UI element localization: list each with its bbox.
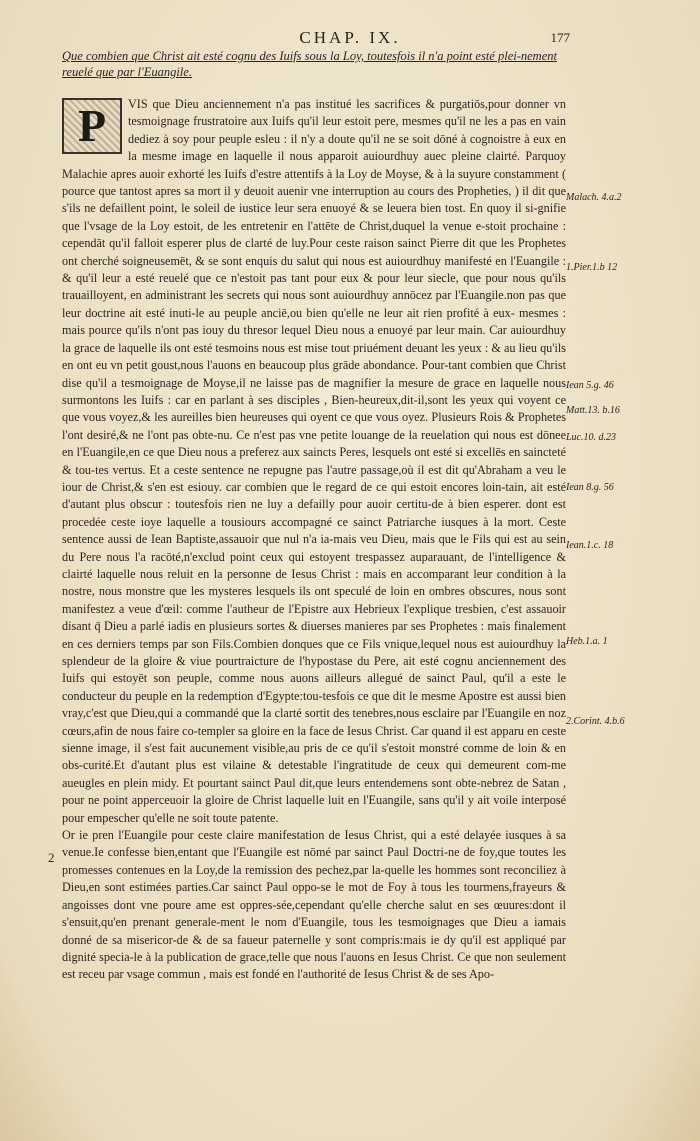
chapter-heading: Que combien que Christ ait esté cognu des Iuifs sous la Loy, toutesfois il n'a point esté plei-nement reuelé que par l'Euangile. [62,49,557,79]
margin-note: 2.Corint. 4.b.6 [566,716,625,727]
paragraph-2: Or ie pren l'Euangile pour ceste claire manifestation de Iesus Christ, qui a esté delayée iusques à sa venue.Ie confesse bien,entant que l'Euangile est nōmé par sainct Paul Doctri-ne de foy,que toutes les promesses contenues en la Loy,de la remission des pechez,par la-quelle les hommes sont reconciliez à Dieu,en sont estimées parties.Car sainct Paul oppo-se le mot de Foy à tous les tourmens,frayeurs & angoisses dont vne poure ame est oppres-sée,cependant qu'elle cherche salut en ses œuures:dont il s'ensuit,qu'en prenant generale-ment le nom d'Euangile, tous les tesmoignages que Dieu a iamais donné de sa misericor-de & de sa faueur paternelle y sont compris:mais ie dy qu'il est appliqué par dignité specia-le à la publication de grace,telle que nous l'auons en Iesus Christ. Ce que non seulement est receu par vsage commun , mais est fondé en l'authorité de Iesus Christ & de ses Apo- [62,828,566,982]
paragraph-1: VIS que Dieu anciennement n'a pas institué les sacrifices & purgatiōs,pour donner vn tesmoignage frustratoire aux Iuifs qu'il leur estoit pere, mesmes qu'il ne les a pas en vain dediez à soy pour peuple esleu : il n'y a doute qu'il ne se soit dōné à cognoistre à eux en la mesme image en laquelle il nous apparoit auiourdhuy auec pleine clairté. Parquoy Malachie apres auoir exhorté les Iuifs d'estre attentifs à la Loy de Moyse, & à la suyure constamment ( pource que tantost apres sa mort il y deuoit auenir vne interruption au cours des Propheties, ) il dit que s'ils ne defaillent point, le soleil de iustice leur sera enuoyé & se leuera bien tost. En quoy il si-gnifie que l'vsage de la Loy estoit, de les entretenir en l'attēte de Christ,duquel la venue e-stoit prochaine : cependāt qu'il falloit esperer plus de clarté de luy.Pour ceste raison sainct Pierre dit que les Prophetes ont cherché soigneusemēt, & se sont enquis du salut qui nous est auiourdhuy manifesté en l'Euangile : & qu'il leur a esté reuelé que ce n'estoit pas tant pour eux & pour leur siecle, que pour nous qu'ils trauailloyent, en administrant les secrets qui nous sont auiourdhuy annōcez par l'Euangile.non pas que leur doctrine ait esté inuti-le au peuple anciē,ou bien qu'elle ne leur ait rien profité à eux- mesmes : mais pource qu'ils n'ont pas iouy du thresor lequel Dieu nous a enuoyé par leur main. Car auiourdhuy la grace de laquelle ils ont esté tesmoins nous est mise tout priuément deuant les yeux : & au lieu qu'ils en ont eu vn petit goust,nous l'auons en beaucoup plus grāde abondance. Pour-tant combien que Christ dise qu'il a tesmoignage de Moyse,il ne laisse pas de magnifier la mesure de grace en laquelle nous surmontons les Iuifs : car en parlant à ses disciples , Bien-heureux,dit-il,sont les yeux qui voyent ce que vous voyez,& les aureilles bien heureuses qui oyent ce que vous oyez. Plusieurs Rois & Prophetes l'ont desiré,& ne l'ont pas obte-nu. Ce n'est pas vne petite louange de la reuelation qui nous est dōnee en l'Euangile,en ce que Dieu nous a preferez aux saincts Peres, lesquels ont esté si excellēs en saincteté & tou-tes vertus. Et a ceste sentence ne repugne pas l'autre passage,où il est dit qu'Abraham a veu le iour de Christ,& s'en est esiouy. car combien que le regard de ce qui estoit encores loin-tain, ait esté d'autant plus obscur : toutesfois rien ne luy a defailly pour auoir certitu-de à bien esperer. dont est procedée ceste ioye laquelle a tousiours accompagné ce sainct Patriarche iusques à la mort. Ceste sentence aussi de Iean Baptiste,assauoir que nul n'a ia-mais veu Dieu, mais que le Fils qui est au sein du Pere nous l'a racōté,n'exclud point ceux qui estoyent trespassez auparauant, de l'intelligence & clairté laquelle nous reluit en la personne de Iesus Christ : mais en accomparant leur condition à la nostre, nous monstre que les mysteres lesquels ils ont speculé de loin en ombres obscures, nous sont manifestez a veue d'œil: comme l'autheur de l'Epistre aux Hebrieux l'explique tresbien, c'est assauoir disant q̄ Dieu a parlé iadis en plusieurs sortes & diuerses manieres par ses Prophetes : mais finalement en ces derniers temps par son Fils.Combien donques que ce Fils vnique,lequel nous est auiourdhuy la splendeur de la gloire & viue pourtraicture de l'hypostase du Pere, ait esté cognu anciennement des Iuifs qui estoyēt son peuple, comme nous auons ailleurs allegué de sainct Paul, qu'il a este le conducteur du peuple en la redemption d'Egypte:tou-tesfois ce que dit le mesme Apostre est aussi bien vray,c'est que Dieu,qui a commandé que la clarté sortit des tenebres,nous esclaire par l'Euangile en noz cœurs,afin de nous faire co-templer sa gloire en la face de Iesus Christ. Car quand il est apparu en ceste sienne image, il s'est fait aucunement visible,au pris de ce qu'il s'estoit monstré comme de loin & en obs-curité.Et d'autant plus est vilaine & detestable l'ingratitude de ceux qui demeurent com-me aueugles en plein midy. Et pourtant sainct Paul dit,que leurs entendemens sont obte-nebrez de Satan , pour ne point apperceuoir la gloire de Christ laquelle luit en l'Euangile, sans qu'il y ait voile interposé pour empescher qu'elle ne soit toute patente. [62,97,566,825]
margin-note: Luc.10. d.23 [566,432,616,443]
margin-note: Heb.1.a. 1 [566,636,608,647]
running-title: CHAP. IX. [299,28,401,47]
paragraph-number: 2 [48,850,55,865]
margin-note: Matt.13. b.16 [566,405,620,416]
margin-note: Iean 5.g. 46 [566,380,614,391]
margin-note: Iean 8.g. 56 [566,482,614,493]
margin-note: Malach. 4.a.2 [566,192,622,203]
margin-note: Iean.1.c. 18 [566,540,614,551]
page-number: 177 [550,30,570,45]
ornamental-initial: P [62,98,122,154]
body-text [62,96,566,984]
margin-note: 1.Pier.1.b 12 [566,262,618,273]
